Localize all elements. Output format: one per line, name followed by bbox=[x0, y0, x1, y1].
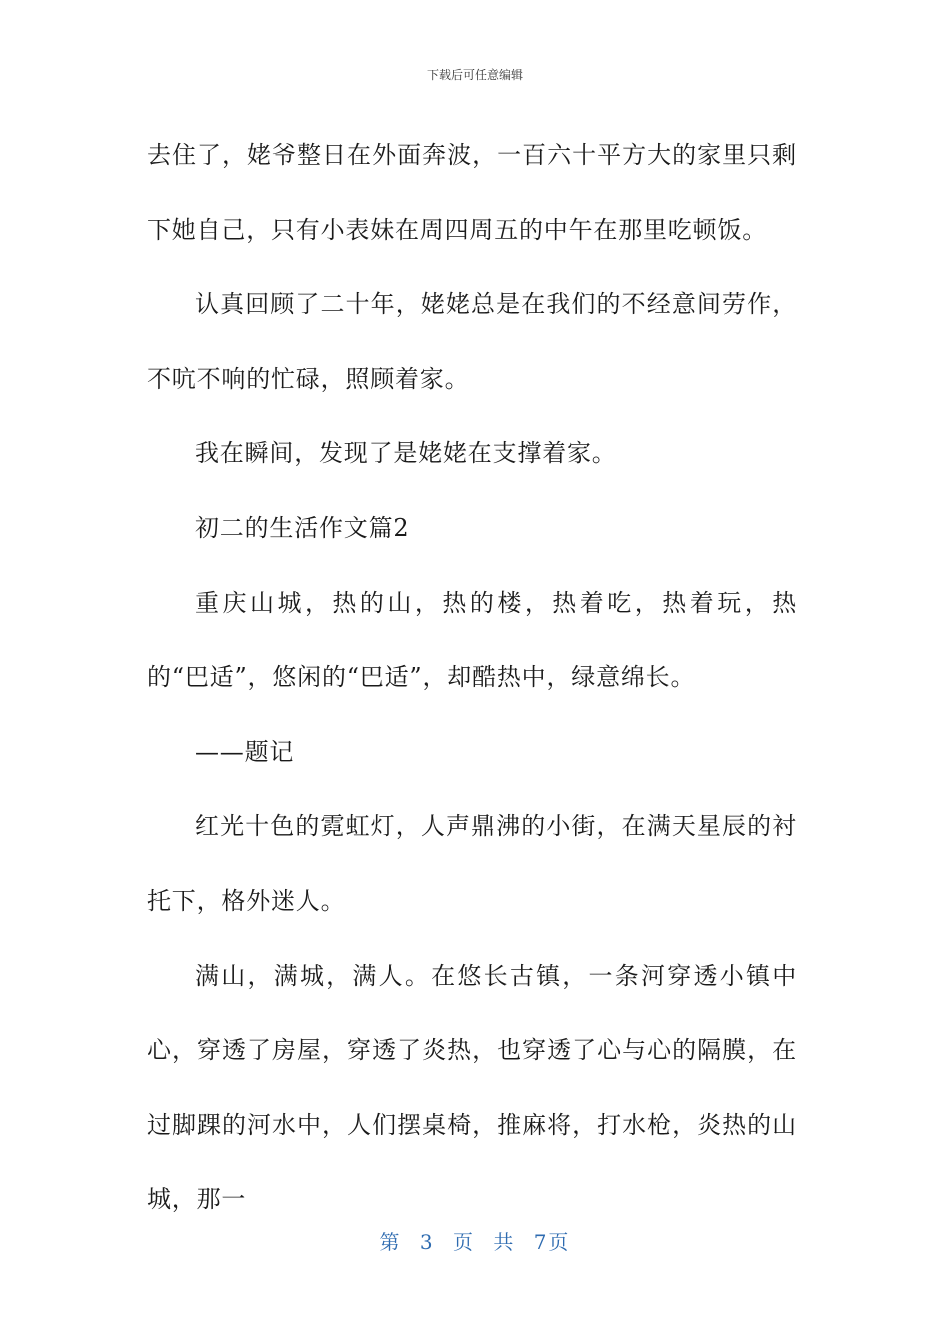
paragraph-3: 我在瞬间，发现了是姥姥在支撑着家。 bbox=[195, 439, 617, 468]
epigraph-attribution: ——题记 bbox=[195, 737, 295, 766]
section-heading: 初二的生活作文篇2 bbox=[195, 513, 410, 542]
page-header-note: 下载后可任意编辑 bbox=[426, 68, 523, 82]
document-body bbox=[147, 118, 797, 1237]
paragraph-1: 去住了，姥爷整日在外面奔波，一百六十平方大的家里只剩下她自己，只有小表妹在周四周五的中午在那里吃顿饭。 bbox=[147, 141, 797, 244]
paragraph-2: 认真回顾了二十年，姥姥总是在我们的不经意间劳作，不吭不响的忙碌，照顾着家。 bbox=[147, 290, 797, 393]
paragraph-5: 重庆山城，热的山，热的楼，热着吃，热着玩，热的“巴适”，悠闲的“巴适”，却酷热中，绿意绵长。 bbox=[147, 588, 797, 692]
page-number-footer: 第 3 页 共 7页 bbox=[379, 1230, 571, 1254]
paragraph-7: 红光十色的霓虹灯，人声鼎沸的小街，在满天星辰的衬托下，格外迷人。 bbox=[147, 812, 797, 915]
paragraph-8: 满山，满城，满人。在悠长古镇，一条河穿透小镇中心，穿透了房屋，穿透了炎热，也穿透了心与心的隔膜，在过脚踝的河水中，人们摆桌椅，推麻将，打水枪，炎热的山城，那一 bbox=[147, 961, 797, 1214]
